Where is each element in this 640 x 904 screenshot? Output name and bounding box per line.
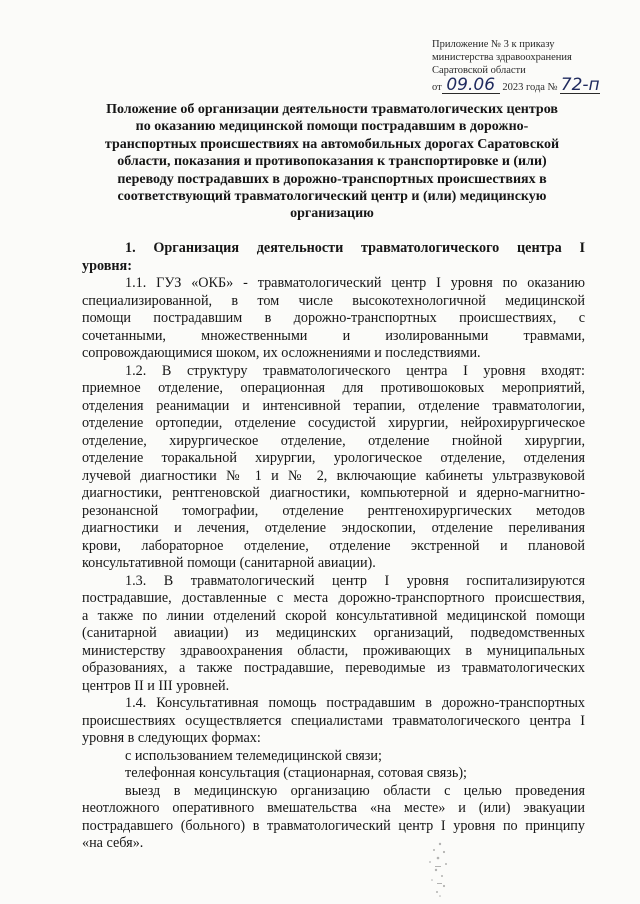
appendix-header [432, 38, 632, 94]
text-line: сопровождающимися шоком, их осложнениями и последствиями. [82, 345, 481, 361]
text-line: 1.1. ГУЗ «ОКБ» - травматологический центр I уровня по оказанию [125, 275, 585, 291]
title-line: по оказанию медицинской помощи пострадавшим в дорожно- [135, 119, 529, 135]
paragraph-1-1 [82, 275, 585, 363]
text-line: 1.2. В структуру травматологического центра I уровня входят: [125, 362, 585, 379]
title-line: Положение об организации деятельности травматологических центров [106, 102, 558, 117]
text-line: уровня в следующих формах: [82, 730, 261, 746]
document-title [82, 101, 582, 223]
text-line: образованиях, а также пострадавшие, переводимые из травматологических [82, 660, 585, 676]
title-line: транспортных происшествиях на автомобильных дорогах Саратовской [104, 136, 560, 152]
text-line: отделение, хирургическое отделение, отделение гнойной хирургии, [82, 432, 585, 449]
text-line: резонансной томографии, отделение рентгенохирургических методов [82, 502, 585, 519]
title-line: переводу пострадавших в дорожно-транспортных происшествиях в [117, 171, 547, 187]
text-line: (санитарной авиации) из медицинских организаций, подведомственных [82, 625, 585, 641]
title-line: организацию [290, 206, 374, 222]
text-line: отделения реанимации и интенсивной терапии, отделение травматологии, [82, 397, 585, 414]
text-line: помощи пострадавшим в дорожно-транспортных происшествиях, с [82, 310, 585, 326]
faint-stamp-mark [420, 838, 460, 898]
text-line: диагностики, рентгеновской диагностики, компьютерной и ядерно-магнитно- [82, 485, 585, 501]
appendix-line: министерства здравоохранения [432, 52, 572, 63]
year-text: 2023 года № [502, 82, 558, 93]
list-item: телефонная консультация (стационарная, сотовая связь); [125, 765, 467, 781]
section-heading-line: уровня: [82, 257, 132, 274]
text-line: крови, лабораторное отделение, отделение экстренной и плановой [82, 537, 585, 554]
consultation-forms-list [82, 748, 585, 853]
text-line: пострадавшие, доставленные с места дорожно-транспортного происшествия, [82, 590, 585, 606]
text-line: происшествиях осуществляется специалистами травматологического центра I [82, 712, 585, 729]
text-line: пострадавшего (больного) в травматологический центр I уровня по принципу [82, 817, 585, 834]
list-item: с использованием телемедицинской связи; [125, 747, 382, 764]
handwritten-order-number: 72-п [560, 75, 600, 95]
text-line: министерству здравоохранения области, проживающих в муниципальных [82, 642, 585, 659]
document-body [82, 240, 585, 853]
text-line: неотложного оперативного вмешательства «на месте» и (или) эвакуации [82, 800, 585, 816]
text-line: диагностики и лечения, отделение эндоскопии, отделение переливания [82, 520, 585, 536]
text-line: а также по линии отделений скорой консультативной медицинской помощи [82, 607, 585, 624]
text-line: «на себя». [82, 835, 144, 851]
text-line: приемное отделение, операционная для противошоковых мероприятий, [82, 380, 585, 396]
text-line: центров II и III уровней. [82, 677, 230, 694]
title-line: соответствующий травматологический центр и (или) медицинскую [117, 189, 547, 205]
title-line: области, показания и противопоказания к транспортировке и (или) [117, 154, 547, 170]
handwritten-date: 09.06 [442, 78, 500, 94]
text-line: специализированной, в том числе высокотехнологичной медицинской [82, 292, 585, 309]
text-line: сочетанными, множественными и изолированными травмами, [82, 327, 585, 344]
paragraph-1-4 [82, 695, 585, 748]
text-line: 1.3. В травматологический центр I уровня госпитализируются [125, 572, 585, 589]
appendix-line: Приложение № 3 к приказу [432, 39, 555, 50]
text-line: консультативной помощи (санитарной авиации). [82, 555, 376, 571]
paragraph-1-2 [82, 363, 585, 573]
text-line: отделение торакальной хирургии, урологическое отделение, отделения [82, 450, 585, 466]
appendix-date-row [432, 75, 632, 95]
text-line: 1.4. Консультативная помощь пострадавшим в дорожно-транспортных [125, 695, 585, 711]
list-item: выезд в медицинскую организацию области с целью проведения [125, 782, 585, 799]
section-heading [82, 240, 585, 275]
section-heading-line: 1. Организация деятельности травматологического центра I [125, 240, 585, 256]
text-line: отделение ортопедии, отделение сосудистой хирургии, нейрохирургическое [82, 415, 585, 431]
date-prefix: от [432, 82, 442, 93]
paragraph-1-3 [82, 573, 585, 696]
text-line: лучевой диагностики № 1 и № 2, включающие кабинеты ультразвуковой [82, 467, 585, 484]
appendix-line: Саратовской области [432, 65, 526, 76]
